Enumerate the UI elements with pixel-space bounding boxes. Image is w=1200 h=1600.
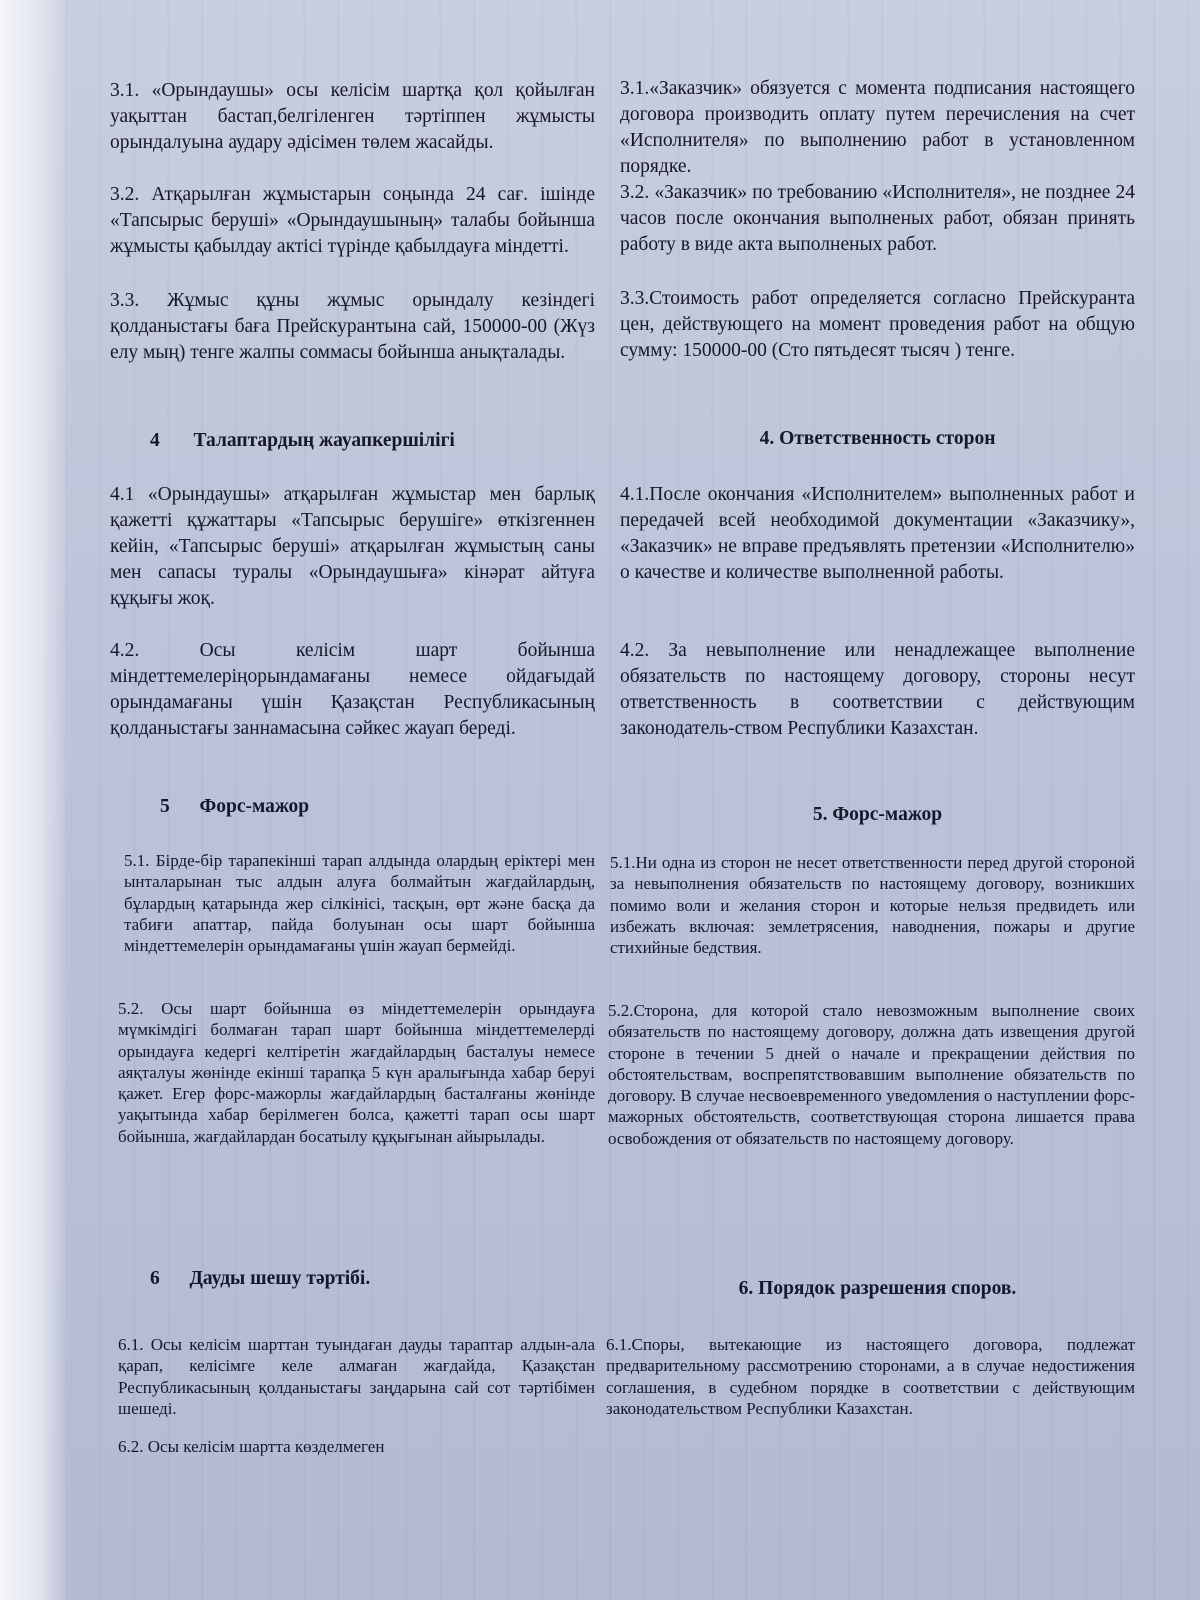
paper-edge xyxy=(0,0,70,1600)
kz-section-4-title: Талаптардың жауапкершілігі xyxy=(193,430,455,451)
kz-section-5-title: Форс-мажор xyxy=(199,796,310,817)
ru-section-5-heading: 5. Форс-мажор xyxy=(812,804,943,825)
ru-clause-5-1: 5.1.Ни одна из сторон не несет ответственности перед другой стороной за невыполнения обязательств по настоящему договору, возникших помимо воли и желания сторон и которые нельзя предвидеть или избежать включая: землетрясения, наводнения, пожары и другие стихийные бедствия. xyxy=(610,853,1135,958)
kz-section-6-number: 6 xyxy=(150,1268,160,1289)
ru-clause-3-2: 3.2. «Заказчик» по требованию «Исполнителя», не позднее 24 часов после окончания выполненых работ, обязан принять работу в виде акта выполненых работ. xyxy=(620,182,1135,255)
ru-clause-5-2: 5.2.Сторона, для которой стало невозможным выполнение своих обязательств по настоящему договору, должна дать извещения другой стороне в течении 5 дней о начале и прекращении действия по обстоятельствам, воспрепятствовавшим выполнение обязательств по договору. В случае несвоевременного уведомления о наступлении форс-мажорных обстоятельств, соответствующая сторона лишается права освобождения от обязательств по настоящему договору. xyxy=(608,1001,1135,1148)
kz-section-4-number: 4 xyxy=(150,430,160,451)
kz-clause-3-2: 3.2. Атқарылған жұмыстарын соңында 24 сағ. ішінде «Тапсырыс беруші» «Орындаушының» талабы бойынша жұмысты қабылдау актісі түрінде қабылдауға міндетті. xyxy=(110,184,595,257)
kz-clause-5-2: 5.2. Осы шарт бойынша өз міндеттемелерін орындауға мүмкімдігі болмаған тарап шарт бойынша міндеттемелерді орындауға кедергі келтіретін жағдайлардың басталуы немесе аяқталуы жөнінде екінші тарапқа 5 күн аралығында хабар беруі қажет. Егер форс-мажорлы жағдайлардың басталғаны жөнінде уақытында хабар берілмеген болса, қажетті тарап осы шарт бойынша, жағдайлардан босатылу құқығынан айырылады. xyxy=(118,999,595,1146)
ru-clause-6-1: 6.1.Споры, вытекающие из настоящего договора, подлежат предварительному рассмотрению сторонами, а в случае недостижения соглашения, в судебном порядке в соответствии с действующим законодательством Республики Казахстан. xyxy=(606,1335,1135,1418)
kz-section-6-heading xyxy=(150,1266,595,1292)
ru-clause-3-1: 3.1.«Заказчик» обязуется с момента подписания настоящего договора производить оплату путем перечисления на счет «Исполнителя» по выполнению работ в установленном порядке. xyxy=(620,78,1135,177)
kz-clause-5-1: 5.1. Бірде-бір тарапекінші тарап алдында олардың еріктері мен ынталарынан тыс алдын алуға болмайтын жағдайлардың, бұлардың қатарында жер сілкінісі, тасқын, өрт және басқа да табиғи апаттар, пайда болуынан осы шарт бойынша міндеттемелерін орындамағаны үшін жауап бермейді. xyxy=(124,851,595,956)
ru-clause-4-2: 4.2. За невыполнение или ненадлежащее выполнение обязательств по настоящему договору, стороны несут ответственность в соответствии с действующим законодатель-ством Республики Казахстан. xyxy=(620,640,1135,739)
kz-section-5-number: 5 xyxy=(160,796,170,817)
kz-section-4-heading xyxy=(150,428,595,454)
ru-section-4-heading: 4. Ответственность сторон xyxy=(759,428,996,449)
kz-clause-3-3: 3.3. Жұмыс құны жұмыс орындалу кезіндегі қолданыстағы баға Прейскурантына сай, 150000-00 (Жүз елу мың) тенге жалпы соммасы бойынша анықталады. xyxy=(110,290,595,363)
kz-section-5-heading xyxy=(160,794,595,820)
kz-section-6-title: Дауды шешу тәртібі. xyxy=(189,1268,371,1289)
kz-clause-4-2: 4.2. Осы келісім шарт бойынша міндеттемелеріңорындамағаны немесе ойдағыдай орындамағаны үшін Қазақстан Республикасының қолданыстағы заннамасына сәйкес жауап береді. xyxy=(110,640,595,739)
ru-section-6-heading: 6. Порядок разрешения споров. xyxy=(738,1278,1017,1299)
kz-clause-6-2: 6.2. Осы келісім шартта көзделмеген xyxy=(118,1437,385,1456)
kz-clause-3-1: 3.1. «Орындаушы» осы келісім шартқа қол қойылған уақыттан бастап,белгіленген тәртіппен жұмысты орындалуына аудару әдісімен төлем жасайды. xyxy=(110,80,595,153)
ru-clause-4-1: 4.1.После окончания «Исполнителем» выполненных работ и передачей всей необходимой документации «Заказчику», «Заказчик» не вправе предъявлять претензии «Исполнителю» о качестве и количестве выполненной работы. xyxy=(620,484,1135,583)
ru-clause-3-3: 3.3.Стоимость работ определяется согласно Прейскуранта цен, действующего на момент проведения работ на общую сумму: 150000-00 (Сто пятьдесят тысяч ) тенге. xyxy=(620,288,1135,361)
kz-clause-4-1: 4.1 «Орындаушы» атқарылған жұмыстар мен барлық қажетті құжаттары «Тапсырыс берушіге» өткізгеннен кейін, «Тапсырыс беруші» атқарылған жұмыстың саны мен сапасы туралы «Орындаушыға» кінәрат айтуға құқығы жоқ. xyxy=(110,484,595,609)
kz-clause-6-1: 6.1. Осы келісім шарттан туындаған дауды тараптар алдын-ала қарап, келісімге келе алмаған жағдайда, Қазақстан Республикасының қолданыстағы заңдарына сай сот тәртібімен шешеді. xyxy=(118,1335,595,1418)
